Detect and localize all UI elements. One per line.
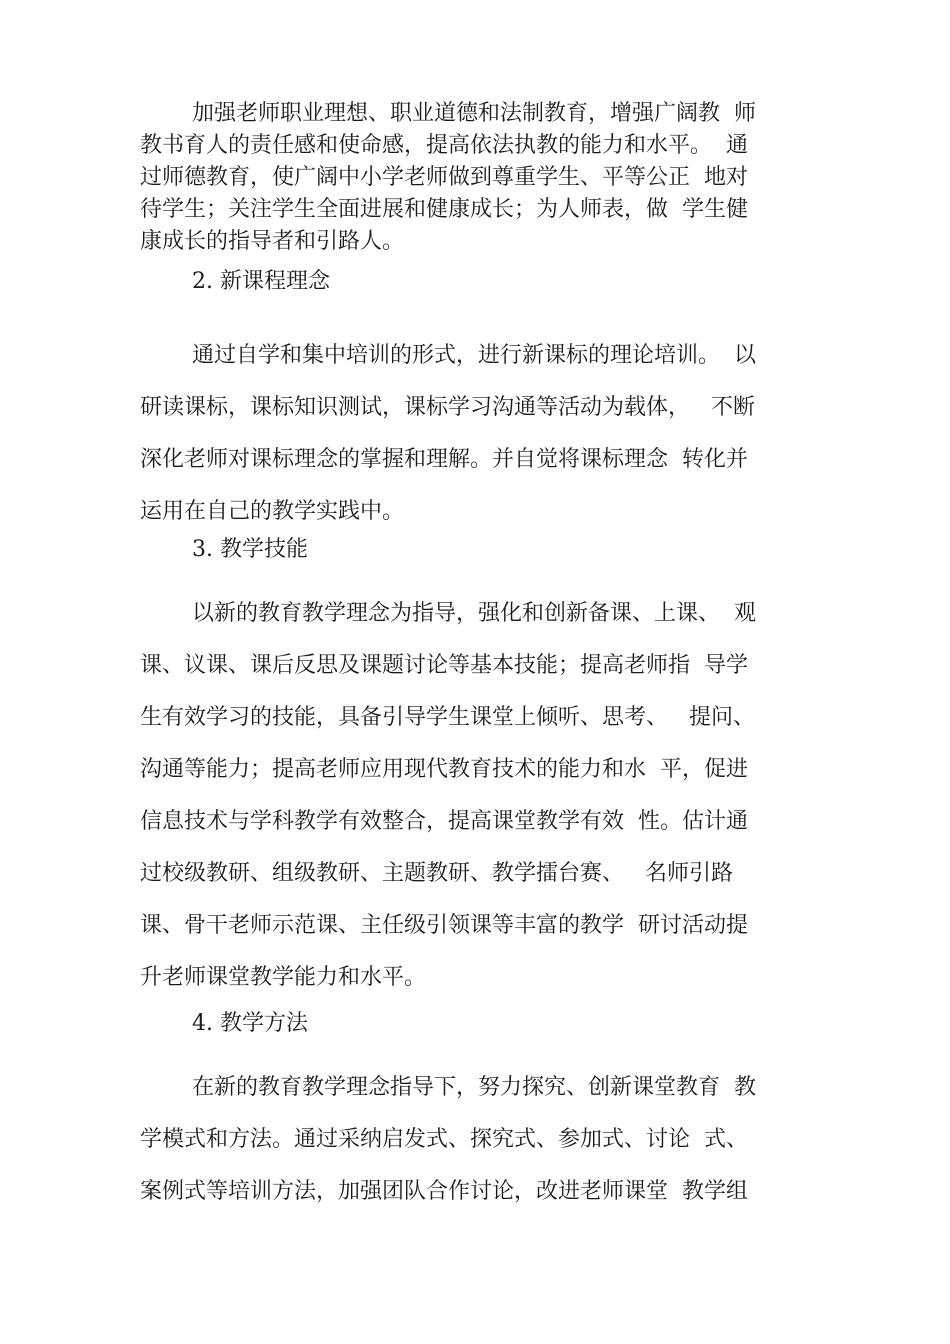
paragraph-line: 案例式等培训方法，加强团队合作讨论，改进老师课堂 教学组: [140, 1179, 748, 1204]
paragraph-line: 深化老师对课标理念的掌握和理解。并自觉将课标理念 转化并: [140, 447, 748, 472]
paragraph-line: 过校级教研、组级教研、主题教研、教学擂台赛、 名师引路: [140, 861, 733, 886]
paragraph-line: 加强老师职业理想、职业道德和法制教育，增强广阔教 师: [192, 101, 756, 126]
paragraph-line: 康成长的指导者和引路人。: [140, 229, 405, 254]
paragraph-line: 研读课标，课标知识测试，课标学习沟通等活动为载体， 不断: [140, 395, 755, 420]
paragraph-teaching-methods: [140, 1062, 756, 1218]
section-heading-teaching-methods: 4. 教学方法: [192, 1011, 308, 1036]
paragraph-line: 在新的教育教学理念指导下，努力探究、创新课堂教育 教: [192, 1075, 756, 1100]
paragraph-ethics-education: [140, 98, 756, 258]
paragraph-line: 学模式和方法。通过采纳启发式、探究式、参加式、讨论 式、: [140, 1127, 748, 1152]
paragraph-line: 教书育人的责任感和使命感，提高依法执教的能力和水平。 通: [140, 133, 748, 158]
paragraph-line: 以新的教育教学理念为指导，强化和创新备课、上课、 观: [192, 601, 756, 626]
paragraph-line: 运用在自己的教学实践中。: [140, 499, 405, 524]
paragraph-line: 通过自学和集中培训的形式，进行新课标的理论培训。 以: [192, 343, 756, 368]
paragraph-line: 生有效学习的技能，具备引导学生课堂上倾听、思考、 提问、: [140, 705, 755, 730]
paragraph-line: 升老师课堂教学能力和水平。: [140, 965, 427, 990]
paragraph-line: 课、骨干老师示范课、主任级引领课等丰富的教学 研讨活动提: [140, 913, 748, 938]
paragraph-new-curriculum: [140, 330, 756, 538]
paragraph-line: 信息技术与学科教学有效整合，提高课堂教学有效 性。估计通: [140, 809, 748, 834]
paragraph-line: 沟通等能力；提高老师应用现代教育技术的能力和水 平，促进: [140, 757, 748, 782]
section-heading-new-curriculum: 2. 新课程理念: [192, 269, 330, 294]
section-heading-teaching-skills: 3. 教学技能: [192, 537, 308, 562]
paragraph-line: 待学生；关注学生全面进展和健康成长；为人师表，做 学生健: [140, 197, 748, 222]
paragraph-line: 过师德教育，使广阔中小学老师做到尊重学生、平等公正 地对: [140, 165, 748, 190]
paragraph-line: 课、议课、课后反思及课题讨论等基本技能；提高老师指 导学: [140, 653, 748, 678]
paragraph-teaching-skills: [140, 588, 756, 1004]
